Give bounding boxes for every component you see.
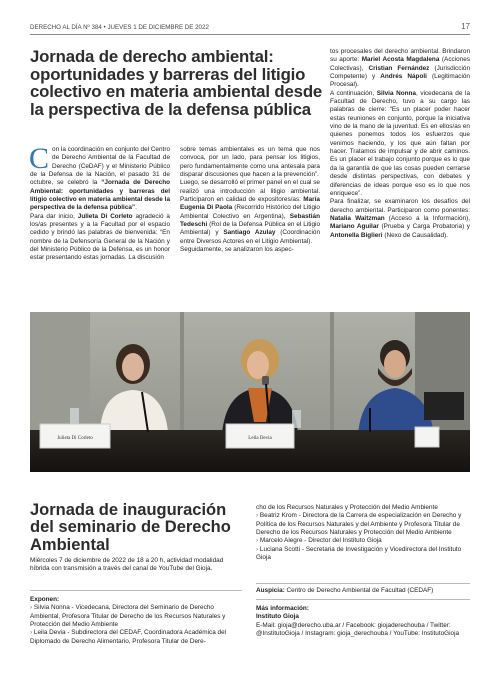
- auspicia-divider-bottom: [256, 599, 470, 600]
- arrow-icon: ›: [256, 545, 260, 553]
- article1-col3-para2: A continuación, Silvia Nonna, vicedecana de la Facultad de Derecho, tuvo a su cargo las palabras de cierre: “Es un placer poder hacer estas reuniones en conjunto, porque la iniciativa vino de la mano de la juventud. Es en ellos/as en quienes ponemos todos los esfuerzos que venimos haciendo, y los que aún faltan por hacer. Tratamos de impulsar y de abrir caminos. Es un placer el trabajo conjunto porque es lo que da la garantía de que las cosas pueden cerrarse desde distintas perspectivas, con debates y diferencias de ideas porque eso es lo que nos enriquece”.: [330, 89, 470, 197]
- speaker-item-continued: cho de los Recursos Naturales y Protección del Medio Ambiente: [256, 504, 438, 511]
- header-issue: DERECHO AL DÍA Nº 384 • JUEVES 1 DE DICIEMBRE DE 2022: [30, 24, 209, 31]
- auspicia-label: Auspicia:: [256, 587, 285, 594]
- info-contacts: E-Mail: gioja@derecho.uba.ar / Facebook: giojaderechouba / Twitter: @InstitutoGioja / Instagram: gioja_derechouba / YouTube: InstitutoGioja: [256, 621, 460, 638]
- auspicia-divider-top: [256, 583, 470, 584]
- article1-title: Jornada de derecho ambiental: oportunidades y barreras del litigio colectivo en materia ambiental desde la perspectiva de la defensa pública: [30, 47, 323, 119]
- article1-column-1: [29, 142, 170, 263]
- header-rule: [30, 34, 470, 35]
- nameplate-left: Julieta Di Corleto: [57, 436, 93, 441]
- info-org: Instituto Gioja: [256, 613, 299, 621]
- article1-col2-para1: sobre temas ambientales es un tema que nos convoca, por un lado, para pensar los litigios, pero fundamentalmente como una antesala para disparar discusiones que hacen a la prevención”.: [180, 146, 320, 179]
- arrow-icon: ›: [256, 537, 260, 545]
- arrow-icon: ›: [30, 604, 34, 612]
- article2-title: Jornada de inauguración del seminario de Derecho Ambiental: [30, 501, 231, 554]
- article1-col3-para1: tos procesales del derecho ambiental. Brindaron su aporte: Mariel Acosta Magdalena (Acciones Colectivas), Cristian Fernández (Jurisdicción Competente) y Andrés Nápoli (Legitimación Procesal).: [330, 48, 470, 89]
- speaker-item: › Silvia Nonna - Vicedecana, Directora del Seminario de Derecho Ambiental, Profesora Titular de Derecho de los Recursos Naturales y Protección del Medio Ambiente: [30, 604, 226, 629]
- article1-col2-para3: Seguidamente, se analizaron los aspec-: [180, 246, 294, 254]
- article1-column-3: [330, 48, 470, 240]
- info-label: Más información:: [256, 605, 309, 612]
- event-photo-illustration: [30, 312, 470, 472]
- article1-col2-para2: Luego, se desarrolló el primer panel en el cual se realizó una introducción al litigio ambiental. Participaron en calidad de expositores/as: María Eugenia Di Paola (Recorrido Histórico del Litigio Ambiental Colectivo en Argentina), Sebastián Tedeschi (Rol de la Defensa Pública en el Litigio Ambiental) y Santiago Azulay (Coordinación entre Diversos Actores en el Litigio Ambiental).: [180, 179, 321, 245]
- speaker-item: › Leila Devia - Subdirectora del CEDAF, Coordinadora Académica del Diplomado de Derecho Alimentario, Profesora Titular de Dere-: [30, 629, 227, 645]
- article2-speakers-right: [256, 504, 470, 562]
- auspicia-line: [256, 587, 470, 595]
- page-header: [30, 17, 470, 31]
- page-number: 17: [461, 22, 470, 31]
- article1-col1-para2: Para dar inicio, Julieta Di Corleto agradeció a los/as presentes y a la Facultad por el espacio cedido y brindó las palabras de bienvenida: “En nombre de la Defensoría General de la Nación y del Ministerio Público de la Defensa, es un honor estar presentando estas jornadas. La discusión: [30, 212, 170, 262]
- article1-col3-para3: Para finalizar, se examinaron los desafíos del derecho ambiental. Participaron como ponentes: Natalia Waitzman (Acceso a la Información), Mariano Aguilar (Prueba y Carga Probatoria) y Antonella Biglieri (Nexo de Causalidad).: [330, 198, 470, 239]
- event-photo: [30, 312, 470, 472]
- speaker-item: › Luciana Scotti - Secretaria de Investigación y Vicedirectora del Instituto Gioja: [256, 545, 462, 562]
- article2-divider: [30, 590, 242, 591]
- exponen-label: Exponen:: [30, 596, 60, 603]
- article2-intro: Miércoles 7 de diciembre de 2022 de 18 a 20 h, actividad modalidad híbrida con transmisión a través del canal de YouTube del Gioja.: [30, 557, 224, 573]
- article1-col1-para1: Con la coordinación en conjunto del Centro de Derecho Ambiental de la Facultad de Derecho (CeDAF) y el Ministerio Público de la Defensa de la Nación, el pasado 31 de octubre, se celebró la “Jornada de Derecho Ambiental: oportunidades y barreras del litigio colectivo en materia ambiental desde la perspectiva de la defensa pública”.: [29, 142, 170, 212]
- arrow-icon: ›: [30, 629, 34, 637]
- article2-speakers-left: [30, 596, 242, 646]
- arrow-icon: ›: [256, 512, 260, 520]
- auspicia-text: Centro de Derecho Ambiental de Facultad (CEDAF): [284, 587, 434, 594]
- speaker-item: › Marcelo Alegre - Director del Instituto Gioja: [256, 537, 382, 545]
- more-info-block: [256, 605, 470, 638]
- nameplate-center: Leila Devia: [248, 436, 272, 441]
- article1-column-2: [180, 146, 320, 254]
- article2-left-column: [30, 557, 242, 574]
- speaker-item: › Beatriz Krom - Directora de la Carrera de especialización en Derecho y Política de los Recursos Naturales y del Ambiente y Profesora Titular de Derecho de los Recursos Naturales y Protección del Medio Ambiente: [256, 512, 462, 537]
- drop-cap: C: [29, 142, 50, 175]
